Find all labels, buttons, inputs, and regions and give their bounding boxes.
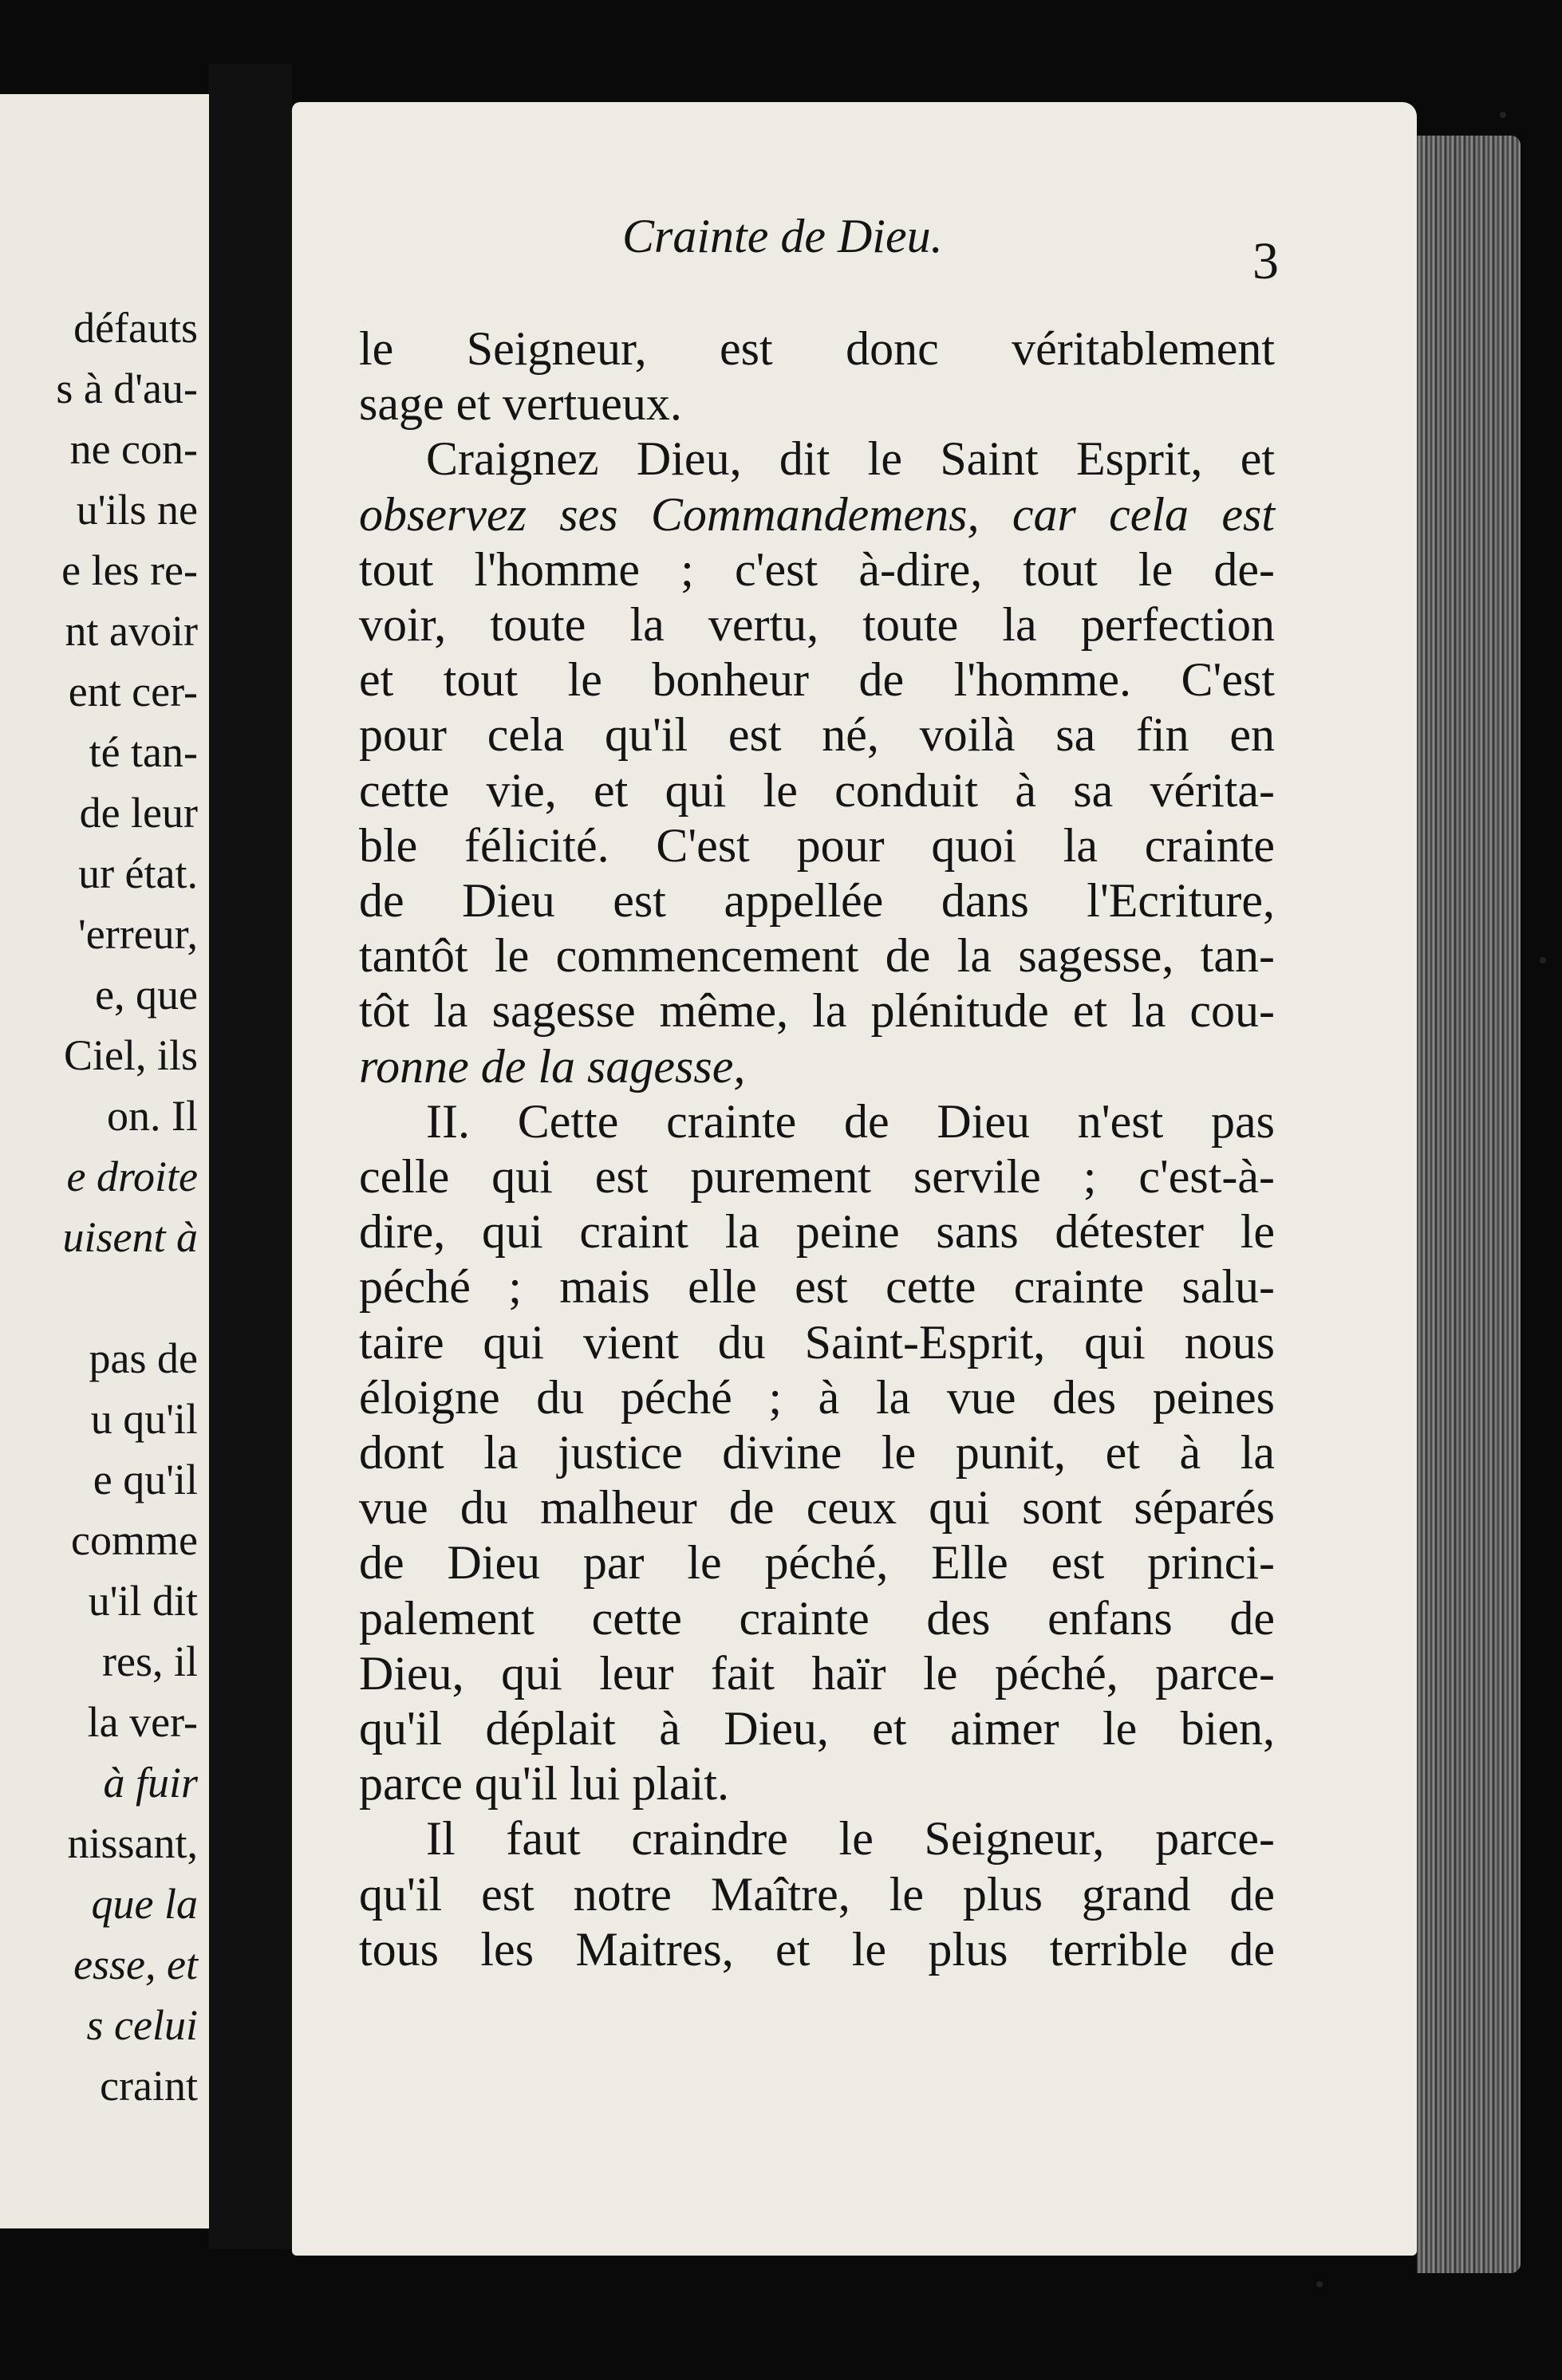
body-line: dont la justice divine le punit, et à la (359, 1426, 1275, 1479)
left-page-line: e qu'il (93, 1456, 198, 1503)
left-page-line: u'ils ne (76, 486, 198, 534)
left-page-line: s à d'au- (56, 364, 198, 412)
body-line: parce qu'il lui plait. (359, 1757, 730, 1811)
running-head: Crainte de Dieu. (622, 210, 943, 262)
body-line: Il faut craindre le Seigneur, parce- (426, 1812, 1275, 1866)
left-page-line: res, il (102, 1637, 198, 1685)
left-page-line: à fuir (103, 1759, 198, 1807)
body-line: tantôt le commencement de la sagesse, tan- (359, 929, 1275, 983)
left-page-line: u'il dit (88, 1577, 198, 1625)
left-page-line: Ciel, ils (63, 1031, 198, 1079)
left-page-line: de leur (79, 789, 198, 837)
page-number: 3 (1252, 232, 1279, 290)
body-line: de Dieu est appellée dans l'Ecriture, (359, 874, 1275, 927)
body-line: sage et vertueux. (359, 377, 682, 431)
left-page-line: e droite (66, 1153, 198, 1200)
ink-speck (1316, 2281, 1323, 2287)
left-page-line: ur état. (78, 849, 198, 897)
left-page-line: nissant, (67, 1819, 198, 1867)
left-page-line: e les re- (61, 546, 198, 594)
left-page-line: la ver- (87, 1698, 198, 1746)
ink-speck (1500, 112, 1506, 118)
body-line: cette vie, et qui le conduit à sa vérita- (359, 763, 1276, 817)
book-gutter (209, 64, 292, 2249)
left-page-line: e, que (95, 971, 198, 1019)
left-page-line: 'erreur, (78, 910, 198, 958)
left-page-line: té tan- (89, 728, 198, 776)
body-line: qu'il déplait à Dieu, et aimer le bien, (359, 1702, 1275, 1755)
left-page-line: que la (91, 1880, 198, 1928)
left-page-line: ent cer- (68, 668, 198, 715)
body-line: et tout le bonheur de l'homme. C'est (359, 653, 1275, 707)
page-fore-edge (1417, 136, 1521, 2273)
body-line: II. Cette crainte de Dieu n'est pas (426, 1094, 1275, 1148)
left-page-line: u qu'il (90, 1395, 198, 1443)
body-line: vue du malheur de ceux qui sont séparés (359, 1481, 1275, 1535)
body-line: palement cette crainte des enfans de (359, 1591, 1276, 1645)
left-page-line: défauts (73, 304, 198, 352)
body-line: éloigne du péché ; à la vue des peines (359, 1370, 1276, 1424)
body-line: Craignez Dieu, dit le Saint Esprit, et (426, 432, 1276, 486)
left-page-line: pas de (89, 1334, 198, 1382)
body-line: qu'il est notre Maître, le plus grand de (359, 1867, 1276, 1921)
left-page-line: craint (100, 2062, 198, 2110)
body-line: péché ; mais elle est cette crainte salu- (359, 1260, 1276, 1314)
body-line: Dieu, qui leur fait haïr le péché, parce- (359, 1646, 1276, 1700)
body-line: celle qui est purement servile ; c'est-à- (359, 1150, 1275, 1203)
left-page-line: ne con- (69, 425, 198, 473)
body-line: ble félicité. C'est pour quoi la crainte (359, 818, 1275, 872)
left-page-line: s celui (86, 2001, 198, 2049)
body-line: voir, toute la vertu, toute la perfection (359, 598, 1275, 651)
body-line: dire, qui craint la peine sans détester le (359, 1205, 1275, 1259)
left-page-line: nt avoir (65, 607, 198, 655)
body-line: pour cela qu'il est né, voilà sa fin en (359, 708, 1275, 762)
left-page-line: comme (71, 1516, 198, 1564)
body-line: ronne de la sagesse, (359, 1039, 746, 1093)
body-line: tout l'homme ; c'est à-dire, tout le de- (359, 542, 1276, 596)
left-page-line: esse, et (73, 1941, 198, 1988)
body-line: observez ses Commandemens, car cela est (359, 487, 1276, 541)
body-line: tôt la sagesse même, la plénitude et la cou- (359, 984, 1275, 1038)
body-line: le Seigneur, est donc véritablement (359, 322, 1275, 375)
body-line: de Dieu par le péché, Elle est princi- (359, 1536, 1276, 1590)
body-line: tous les Maitres, et le plus terrible de (359, 1922, 1276, 1976)
ink-speck (1540, 957, 1546, 963)
left-page-line: uisent à (62, 1213, 198, 1261)
left-page-line: on. Il (107, 1092, 198, 1140)
body-line: taire qui vient du Saint-Esprit, qui nous (359, 1315, 1275, 1369)
left-facing-page (0, 94, 209, 2228)
